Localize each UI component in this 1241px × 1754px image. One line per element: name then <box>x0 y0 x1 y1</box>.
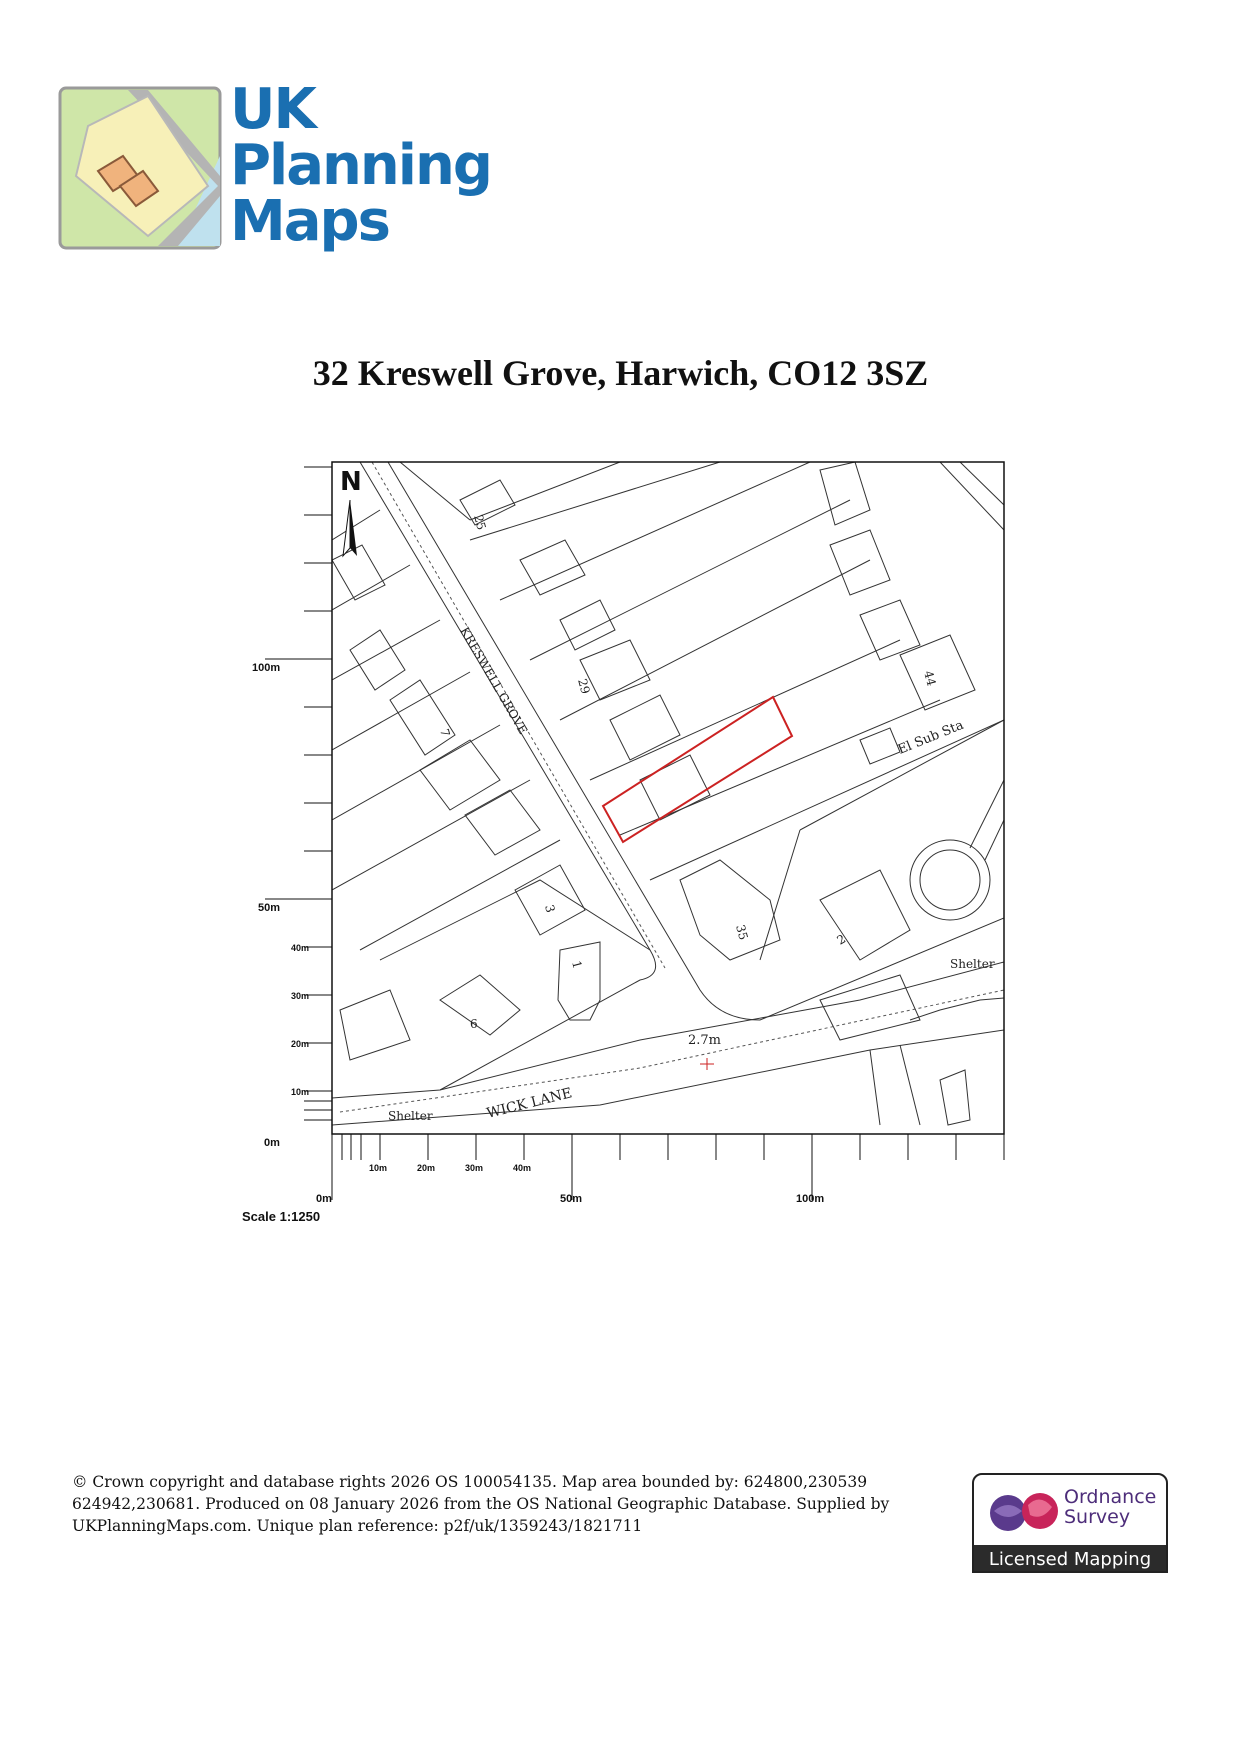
copyright-line-1: © Crown copyright and database rights 2026 OS 100054135. Map area bounded by: 624800,230539 <box>72 1473 868 1491</box>
copyright-line-3: UKPlanningMaps.com. Unique plan reference: p2f/uk/1359243/1821711 <box>72 1517 643 1535</box>
house-number-29: 29 <box>575 677 593 696</box>
spot-height-marker-icon <box>700 1058 714 1070</box>
v-scale-50m: 50m <box>258 902 281 914</box>
north-label: N <box>340 467 362 497</box>
map-linework <box>332 462 1004 1125</box>
ordnance-survey-badge <box>972 1473 1168 1573</box>
page-title: 32 Kreswell Grove, Harwich, CO12 3SZ <box>312 353 929 393</box>
house-number-7: 7 <box>437 727 453 739</box>
site-boundary <box>603 697 792 842</box>
house-number-2: 2 <box>834 931 849 948</box>
h-scale-100m: 100m <box>796 1193 825 1205</box>
h-scale-20m: 20m <box>417 1163 436 1173</box>
horizontal-scale <box>332 1134 1004 1200</box>
road-label-wick-lane: WICK LANE <box>485 1085 574 1122</box>
logo-line-uk: UK <box>230 77 315 142</box>
os-wordmark <box>1064 1487 1156 1527</box>
label-el-sub-sta: El Sub Sta <box>895 717 966 758</box>
h-scale-40m: 40m <box>513 1163 532 1173</box>
logo-wordmark <box>230 77 491 254</box>
uk-planning-maps-logo-icon <box>58 86 223 251</box>
label-shelter-right: Shelter <box>950 957 995 971</box>
v-scale-10m: 10m <box>291 1087 310 1097</box>
label-shelter-left: Shelter <box>388 1109 433 1123</box>
house-number-25: 25 <box>471 513 489 532</box>
map-frame <box>332 462 1004 1134</box>
copyright-notice <box>72 1471 932 1537</box>
h-scale-50m: 50m <box>560 1193 583 1205</box>
road-label-kreswell-grove: KRESWELL GROVE <box>457 624 531 737</box>
v-scale-20m: 20m <box>291 1039 310 1049</box>
house-number-6: 6 <box>470 1017 478 1031</box>
h-scale-10m: 10m <box>369 1163 388 1173</box>
copyright-line-2: 624942,230681. Produced on 08 January 2026 from the OS National Geographic Database. Supplied by <box>72 1495 890 1513</box>
v-scale-0m: 0m <box>264 1137 280 1149</box>
label-spot-height: 2.7m <box>688 1033 722 1048</box>
h-scale-30m: 30m <box>465 1163 484 1173</box>
logo-line-planning: Planning <box>230 133 491 198</box>
vertical-scale <box>265 467 332 1120</box>
scale-label: Scale 1:1250 <box>242 1209 321 1224</box>
house-number-44: 44 <box>921 669 939 688</box>
house-number-1: 1 <box>569 959 585 971</box>
v-scale-40m: 40m <box>291 943 310 953</box>
os-name-line-1: Ordnance <box>1064 1486 1157 1508</box>
licensed-mapping-label: Licensed Mapping <box>974 1545 1166 1573</box>
house-number-3: 3 <box>542 903 558 915</box>
logo-line-maps: Maps <box>230 189 389 254</box>
h-scale-0m: 0m <box>316 1193 332 1205</box>
v-scale-100m: 100m <box>252 662 281 674</box>
house-number-35: 35 <box>733 923 751 942</box>
v-scale-30m: 30m <box>291 991 310 1001</box>
os-name-line-2: Survey <box>1064 1506 1131 1528</box>
north-arrow-icon <box>340 467 362 556</box>
uk-planning-maps-logo <box>58 77 491 266</box>
ordnance-survey-logo-icon <box>984 1481 1064 1541</box>
